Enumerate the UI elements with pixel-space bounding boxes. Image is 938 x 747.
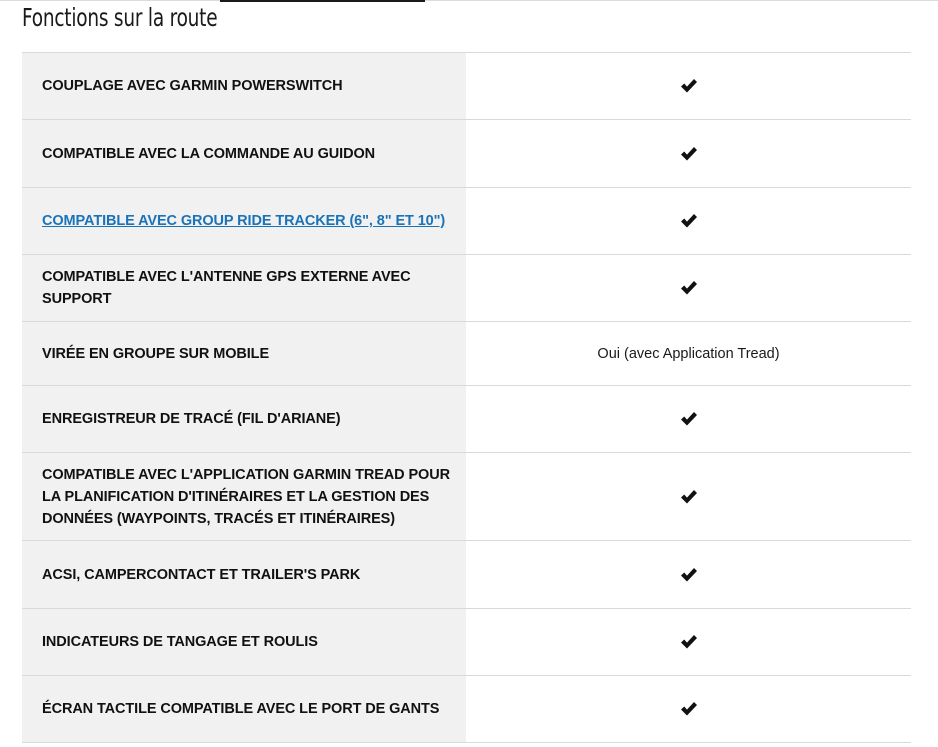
table-row <box>22 255 911 322</box>
table-row <box>22 322 911 386</box>
feature-label: VIRÉE EN GROUPE SUR MOBILE <box>22 322 466 386</box>
table-row <box>22 676 911 743</box>
checkmark-icon <box>680 567 698 583</box>
feature-value <box>466 53 911 120</box>
feature-value-text: Oui (avec Application Tread) <box>597 345 780 362</box>
feature-value <box>466 676 911 743</box>
feature-label <box>22 188 466 255</box>
feature-value <box>466 120 911 188</box>
feature-value <box>466 255 911 322</box>
table-row <box>22 609 911 676</box>
table-row <box>22 120 911 188</box>
feature-label: COMPATIBLE AVEC LA COMMANDE AU GUIDON <box>22 120 466 188</box>
checkmark-icon <box>680 146 698 162</box>
group-ride-tracker-link[interactable]: COMPATIBLE AVEC GROUP RIDE TRACKER (6", 8" ET 10") <box>42 213 446 229</box>
feature-label: ÉCRAN TACTILE COMPATIBLE AVEC LE PORT DE GANTS <box>22 676 466 743</box>
feature-value <box>466 453 911 541</box>
table-row <box>22 53 911 120</box>
feature-label: ENREGISTREUR DE TRACÉ (FIL D'ARIANE) <box>22 386 466 453</box>
feature-value <box>466 609 911 676</box>
checkmark-icon <box>680 280 698 296</box>
feature-label: COMPATIBLE AVEC L'APPLICATION GARMIN TREAD POUR LA PLANIFICATION D'ITINÉRAIRES ET LA GESTION DES DONNÉES (WAYPOINTS, TRACÉS ET ITINÉRAIRES) <box>22 453 466 541</box>
feature-value <box>466 322 911 386</box>
feature-label: ACSI, CAMPERCONTACT ET TRAILER'S PARK <box>22 541 466 609</box>
feature-value <box>466 541 911 609</box>
checkmark-icon <box>680 489 698 505</box>
table-row <box>22 386 911 453</box>
checkmark-icon <box>680 78 698 94</box>
active-tab-indicator <box>220 0 425 2</box>
feature-value <box>466 188 911 255</box>
feature-label: COUPLAGE AVEC GARMIN POWERSWITCH <box>22 53 466 120</box>
checkmark-icon <box>680 213 698 229</box>
table-row <box>22 453 911 541</box>
checkmark-icon <box>680 701 698 717</box>
feature-label: COMPATIBLE AVEC L'ANTENNE GPS EXTERNE AVEC SUPPORT <box>22 255 466 322</box>
section-title: Fonctions sur la route <box>22 3 218 32</box>
checkmark-icon <box>680 411 698 427</box>
feature-value <box>466 386 911 453</box>
table-row <box>22 188 911 255</box>
checkmark-icon <box>680 634 698 650</box>
feature-label: INDICATEURS DE TANGAGE ET ROULIS <box>22 609 466 676</box>
table-row <box>22 541 911 609</box>
spec-table <box>22 52 911 743</box>
